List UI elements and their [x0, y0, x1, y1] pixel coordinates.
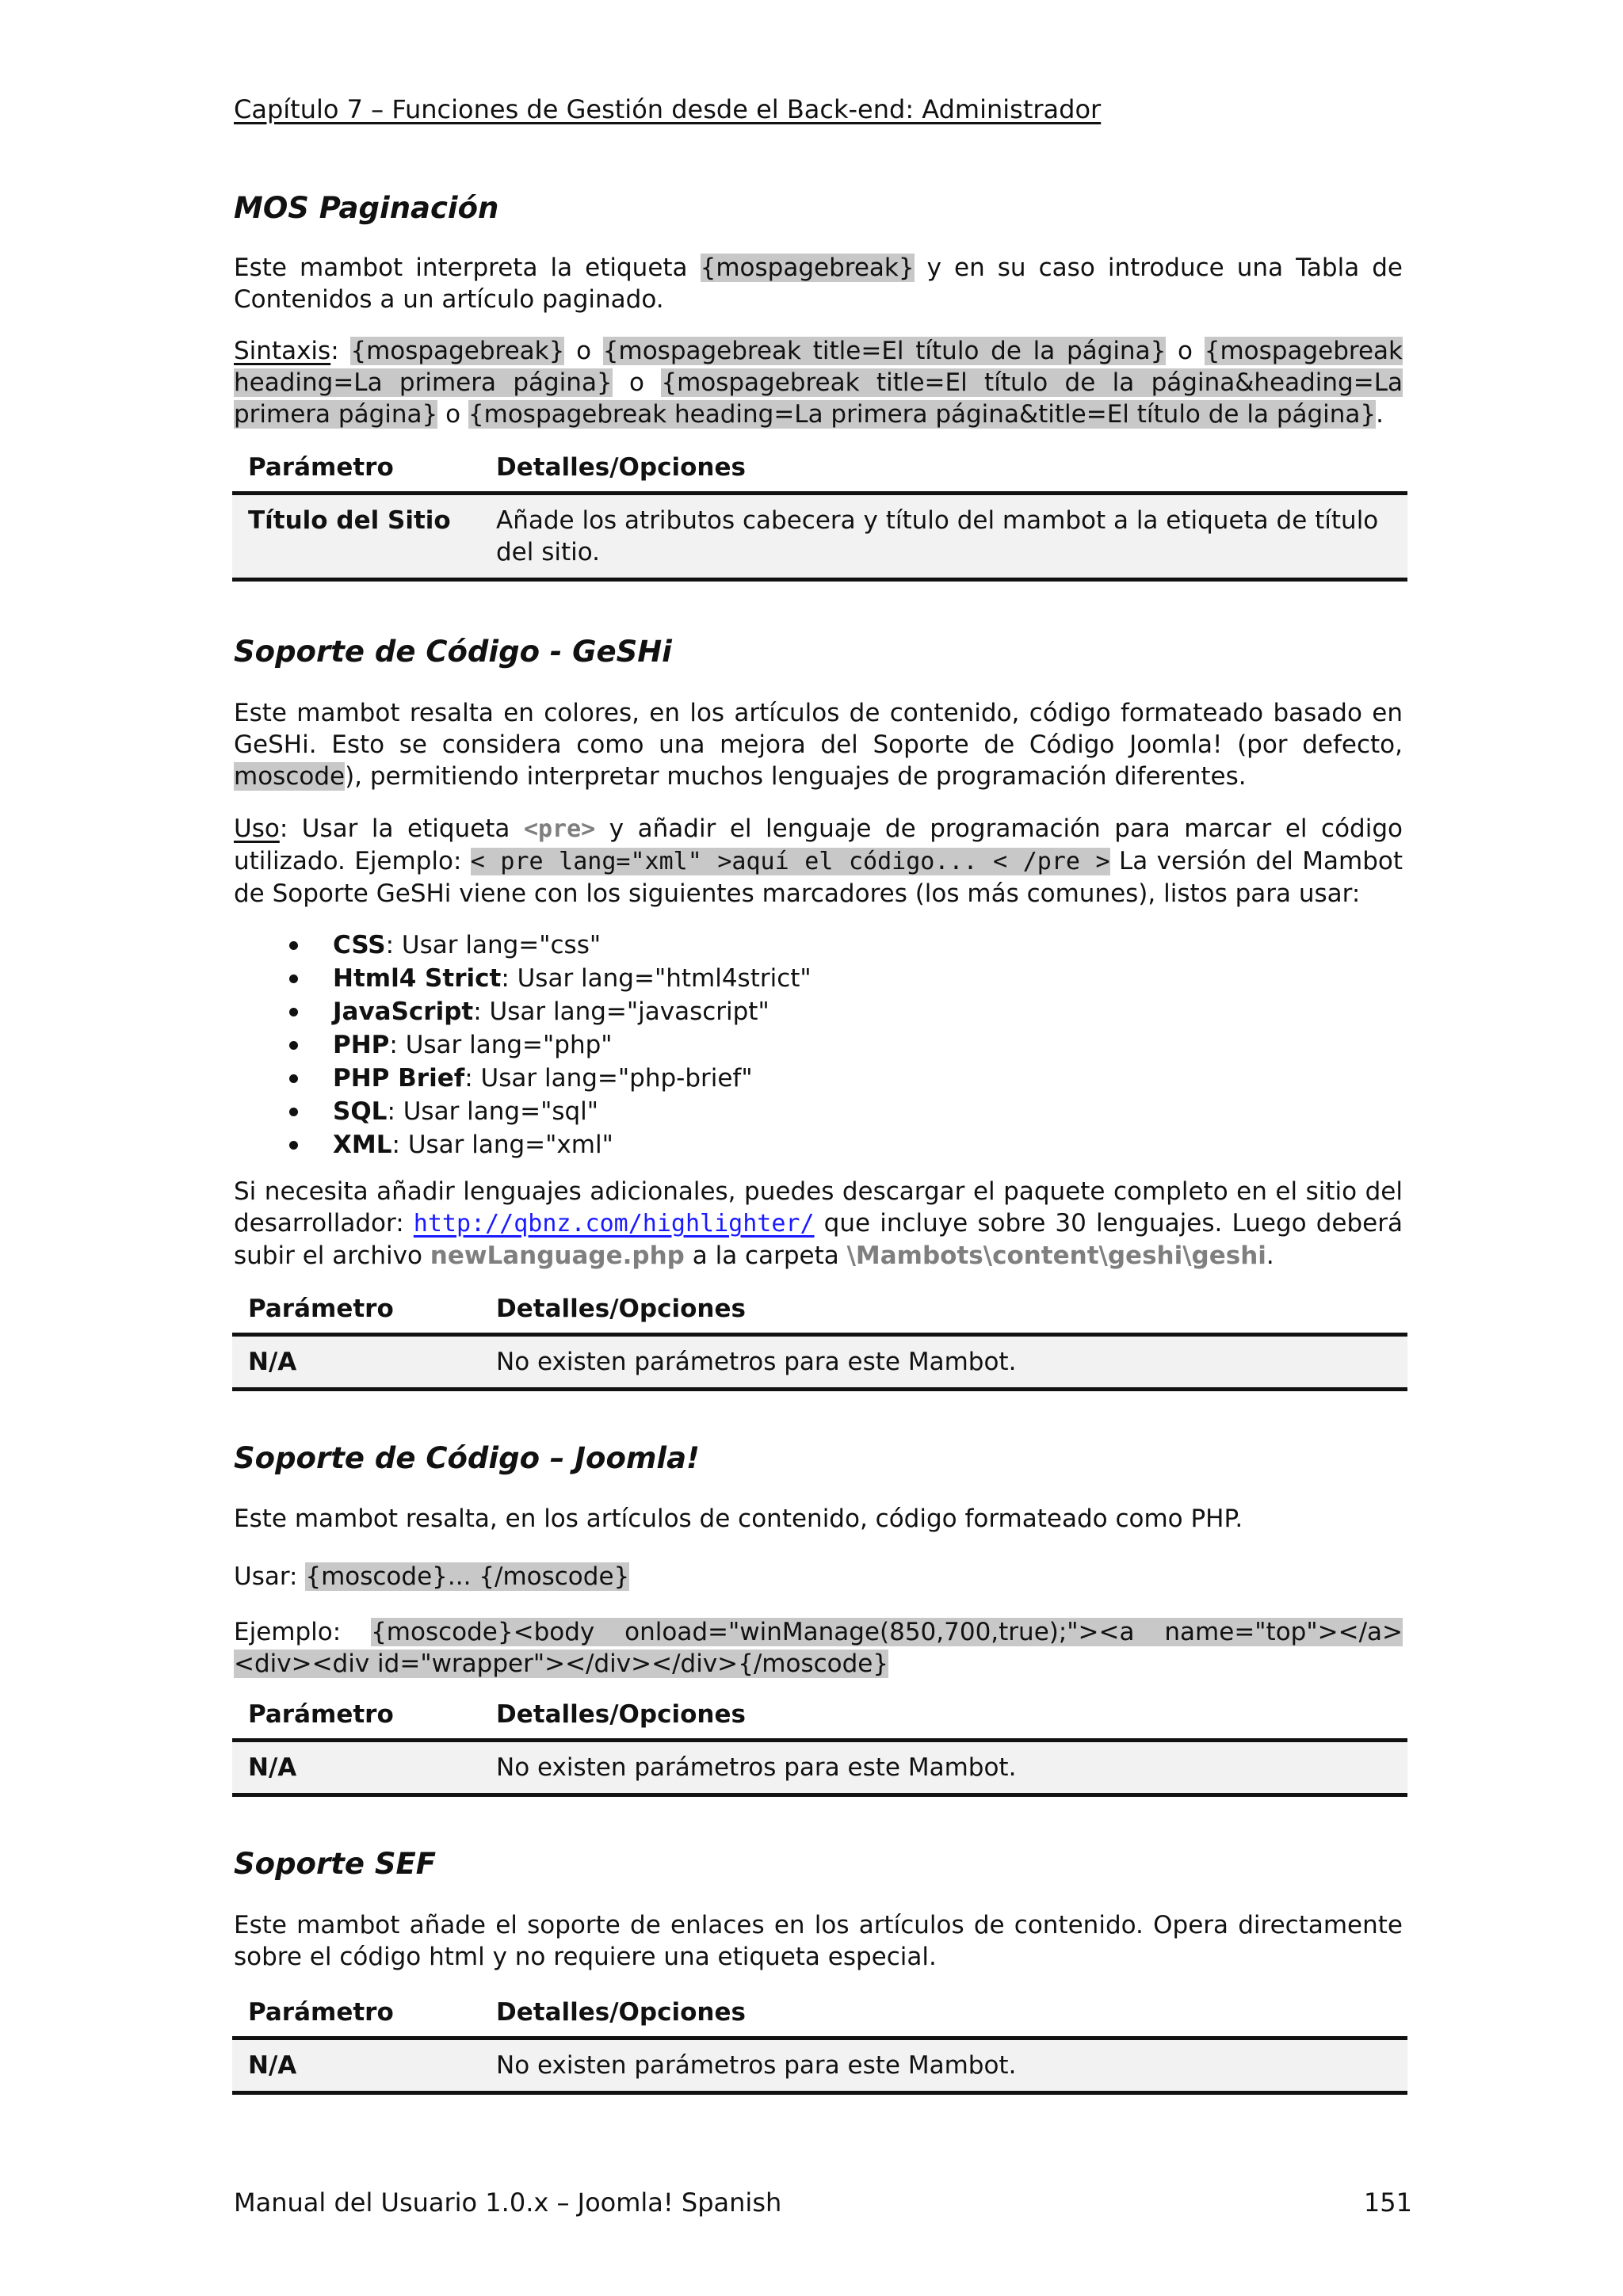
- joomla-ejemplo: Ejemplo: {moscode}<body onload="winManage(850,700,true);"><a name="top"></a><div><div id="wrapper"></div></div>{/moscode}: [234, 1618, 1403, 1678]
- section-title-mos: MOS Paginación: [234, 191, 499, 225]
- param-name: N/A: [232, 1335, 480, 1390]
- list-item: SQL: Usar lang="sql": [234, 1095, 812, 1128]
- table-row: [232, 1741, 1407, 1795]
- geshi-intro: Este mambot resalta en colores, en los artículos de contenido, código formateado basado en GeSHi. Esto se considera como una mejora del Soporte de Código Joomla! (por defecto, moscode), permitiendo interpretar muchos lenguajes de programación diferentes.: [234, 699, 1403, 791]
- section-title-sef: Soporte SEF: [234, 1847, 437, 1881]
- mos-params-table: [232, 444, 1407, 582]
- table-row: [232, 1335, 1407, 1390]
- table-header-param: Parámetro: [232, 1691, 480, 1741]
- section-title-geshi: Soporte de Código - GeSHi: [234, 635, 672, 669]
- param-name: N/A: [232, 1741, 480, 1795]
- highlighter-link[interactable]: http://qbnz.com/highlighter/: [413, 1210, 815, 1238]
- joomla-intro: Este mambot resalta, en los artículos de contenido, código formateado como PHP.: [234, 1505, 1243, 1533]
- footer-title: Manual del Usuario 1.0.x – Joomla! Spanish: [234, 2187, 782, 2218]
- table-row: [232, 2039, 1407, 2093]
- table-header-details: Detalles/Opciones: [480, 1989, 1407, 2039]
- param-name: Título del Sitio: [232, 494, 480, 580]
- sef-intro: Este mambot añade el soporte de enlaces en los artículos de contenido. Opera directamente sobre el código html y no requiere una etiqueta especial.: [234, 1911, 1403, 1971]
- table-header-param: Parámetro: [232, 1989, 480, 2039]
- table-header-row: [232, 1989, 1407, 2039]
- section-title-joomla: Soporte de Código – Joomla!: [234, 1441, 700, 1475]
- param-name: N/A: [232, 2039, 480, 2093]
- geshi-extra: Si necesita añadir lenguajes adicionales, puedes descargar el paquete completo en el sitio del desarrollador: http://qbnz.com/highlighter/ que incluye sobre 30 lenguajes. Luego deberá subir el archivo newLanguage.php a la carpeta \Mambots\content\geshi\geshi.: [234, 1177, 1403, 1270]
- table-row: [232, 494, 1407, 580]
- param-details: No existen parámetros para este Mambot.: [480, 2039, 1407, 2093]
- table-header-details: Detalles/Opciones: [480, 1691, 1407, 1741]
- table-header-row: [232, 1691, 1407, 1741]
- page-header: Capítulo 7 – Funciones de Gestión desde el Back-end: Administrador: [234, 94, 1102, 124]
- mos-syntax: Sintaxis: {mospagebreak} o {mospagebreak title=El título de la página} o {mospagebreak heading=La primera página} o {mospagebreak title=El título de la página&heading=La primera página} o {mospagebreak heading=La primera página&title=El título de la página}.: [234, 337, 1403, 429]
- list-item: JavaScript: Usar lang="javascript": [234, 995, 812, 1028]
- param-details: No existen parámetros para este Mambot.: [480, 1741, 1407, 1795]
- table-header-param: Parámetro: [232, 444, 480, 494]
- table-header-param: Parámetro: [232, 1285, 480, 1335]
- geshi-params-table: [232, 1285, 1407, 1391]
- table-header-row: [232, 1285, 1407, 1335]
- param-details: Añade los atributos cabecera y título del mambot a la etiqueta de título del sitio.: [480, 494, 1407, 580]
- list-item: PHP: Usar lang="php": [234, 1028, 812, 1062]
- param-details: No existen parámetros para este Mambot.: [480, 1335, 1407, 1390]
- sef-params-table: [232, 1989, 1407, 2095]
- table-header-details: Detalles/Opciones: [480, 1285, 1407, 1335]
- list-item: XML: Usar lang="xml": [234, 1128, 812, 1161]
- list-item: PHP Brief: Usar lang="php-brief": [234, 1062, 812, 1095]
- joomla-params-table: [232, 1691, 1407, 1797]
- list-item: Html4 Strict: Usar lang="html4strict": [234, 962, 812, 995]
- table-header-row: [232, 444, 1407, 494]
- list-item: CSS: Usar lang="css": [234, 929, 812, 962]
- joomla-usar: Usar: {moscode}... {/moscode}: [234, 1562, 630, 1591]
- geshi-uso: Uso: Usar la etiqueta <pre> y añadir el lenguaje de programación para marcar el código utilizado. Ejemplo: < pre lang="xml" >aquí el código... < /pre > La versión del Mambot de Soporte GeSHi viene con los siguientes marcadores (los más comunes), listos para usar:: [234, 814, 1403, 908]
- geshi-language-list: [234, 929, 812, 1161]
- page-number: 151: [1363, 2187, 1412, 2218]
- mos-intro: Este mambot interpreta la etiqueta {mospagebreak} y en su caso introduce una Tabla de Contenidos a un artículo paginado.: [234, 254, 1403, 314]
- table-header-details: Detalles/Opciones: [480, 444, 1407, 494]
